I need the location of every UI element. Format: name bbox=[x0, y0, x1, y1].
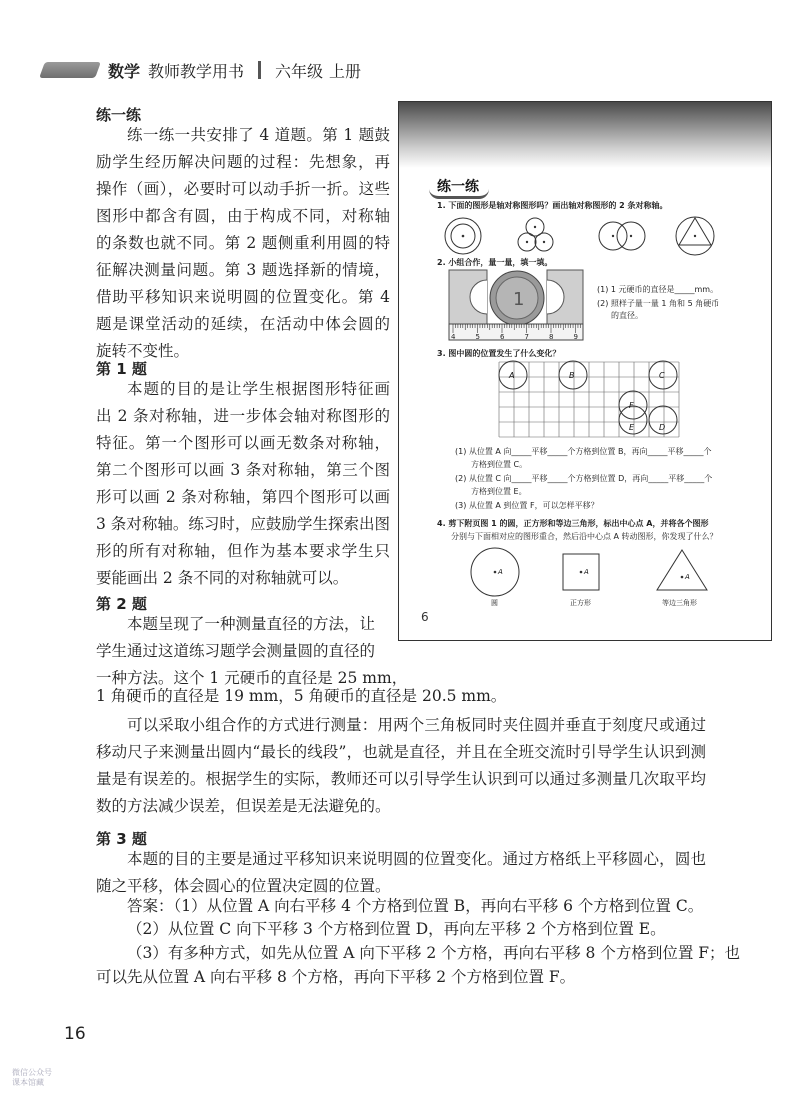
header-grade: 六年级 bbox=[275, 61, 324, 81]
practice-heading: 练一练 bbox=[96, 106, 142, 124]
q3-label-F: F bbox=[629, 401, 634, 410]
q1-heading: 第 1 题 bbox=[96, 360, 147, 378]
header-separator bbox=[258, 61, 261, 79]
textbook-q3-text: 3. 图中圆的位置发生了什么变化？ bbox=[437, 349, 561, 358]
ruler-label-5: 5 bbox=[475, 333, 480, 341]
q3-label-C: C bbox=[659, 371, 665, 380]
practice-paragraph: 练一练一共安排了 4 道题。第 1 题鼓励学生经历解决问题的过程：先想象，再操作（画），必要时可以动手折一折。这些图形中都含有圆，由于构成不同，对称轴的条数也就不同。第 2 题侧重利用圆的特征解决测量问题。第 3 题选择新的情境，借助平移知识来说明圆的位置变化。第 4 题是课堂活动的延续，在活动中体会圆的旋转不变性。 bbox=[96, 126, 390, 360]
textbook-q4a bbox=[437, 518, 709, 530]
q2-line-4: 1 角硬币的直径是 19 mm，5 角硬币的直径是 20.5 mm。 bbox=[96, 687, 507, 705]
q1-fig4-triangle bbox=[679, 218, 711, 245]
textbook-heading: 练一练 bbox=[437, 179, 479, 195]
q2-paragraph-2: 可以采取小组合作的方式进行测量：用两个三角板同时夹住圆并垂直于刻度尺或通过移动尺子来测量出圆内“最长的线段”，也就是直径，并且在全班交流时引导学生认识到测量是有误差的。根据学生的实际，教师还可以引导学生认识到可以通过多测量几次取平均数的方法减少误差，但误差是无法避免的。 bbox=[96, 716, 706, 815]
q4-triangle-center-label: A bbox=[685, 573, 690, 581]
header-book: 教师教学用书 bbox=[148, 61, 245, 81]
q4-shapes bbox=[399, 542, 771, 608]
q2-heading: 第 2 题 bbox=[96, 595, 147, 613]
q2-ruler bbox=[449, 324, 583, 340]
header-subject: 数学 bbox=[108, 61, 141, 81]
q1-paragraph: 本题的目的是让学生根据图形特征画出 2 条对称轴，进一步体会轴对称图形的特征。第一个图形可以画无数条对称轴，第二个图形可以画 3 条对称轴，第三个图形可以画 2 条对称轴，第四个图形可以画 3 条对称轴。练习时，应鼓励学生探索出图形的所有对称轴，但作为基本要求学生只要能画出 2 条不同的对称轴就可以。 bbox=[96, 380, 390, 587]
q4-square-caption: 正方形 bbox=[570, 599, 591, 607]
header-decoration bbox=[39, 62, 101, 78]
q2-coin-measure bbox=[447, 268, 587, 348]
q4-triangle bbox=[657, 550, 707, 590]
q2-line-3: 一种方法。这个 1 元硬币的直径是 25 mm， bbox=[96, 669, 408, 687]
q2-coin-face-digit: 1 bbox=[513, 289, 525, 310]
textbook-q2-text: 2. 小组合作，量一量，填一填。 bbox=[437, 258, 553, 267]
running-header bbox=[108, 58, 361, 82]
watermark bbox=[12, 1068, 52, 1088]
q3-answer-3-line-1: （3）有多种方式，如先从位置 A 向下平移 2 个方格，再向右平移 8 个方格到位置 F；也 bbox=[127, 944, 741, 962]
q3-heading: 第 3 题 bbox=[96, 830, 147, 848]
q3-answer-2: （2）从位置 C 向下平移 3 个方格到位置 D，再向左平移 2 个方格到位置 E。 bbox=[127, 920, 666, 938]
q3-answer-1: 答案：（1）从位置 A 向右平移 4 个方格到位置 B，再向右平移 6 个方格到位置 C。 bbox=[127, 897, 704, 915]
q4-triangle-caption: 等边三角形 bbox=[662, 599, 697, 607]
textbook-q3-sub1a: (1) 从位置 A 向_____平移_____个方格到位置 B，再向_____平移_____个 bbox=[455, 447, 712, 456]
q3-label-A: A bbox=[509, 371, 515, 380]
q1-figures bbox=[399, 210, 771, 262]
q3-paragraph: 本题的目的主要是通过平移知识来说明圆的位置变化。通过方格纸上平移圆心，圆也随之平移，体会圆心的位置决定圆的位置。 bbox=[96, 850, 706, 895]
textbook-q2-sub2b: 的直径。 bbox=[611, 311, 643, 320]
ruler-label-4: 4 bbox=[451, 333, 456, 341]
q3-label-B: B bbox=[569, 371, 575, 380]
watermark-line-2: 课本馆藏 bbox=[12, 1078, 44, 1087]
q4-circle-caption: 圆 bbox=[491, 599, 498, 607]
ruler-label-7: 7 bbox=[524, 333, 529, 341]
textbook-q3-sub3: (3) 从位置 A 到位置 F，可以怎样平移？ bbox=[455, 501, 599, 510]
textbook-q2-sub2a: (2) 照样子量一量 1 角和 5 角硬币 bbox=[597, 299, 720, 308]
ruler-label-8: 8 bbox=[549, 333, 554, 341]
q4-triangle-center bbox=[681, 576, 684, 579]
header-volume: 上册 bbox=[329, 61, 362, 81]
page-number: 16 bbox=[64, 1024, 86, 1044]
q4-circle-center-label: A bbox=[498, 568, 503, 576]
q4-square-center bbox=[580, 571, 583, 574]
textbook-page-number: 6 bbox=[421, 610, 429, 624]
textbook-q4b: 分别与下面相对应的图形重合，然后沿中心点 A 转动图形，你发现了什么？ bbox=[451, 532, 718, 541]
q2-line-2: 学生通过这道练习题学会测量圆的直径的 bbox=[96, 642, 376, 660]
q1-fig3-center-right bbox=[630, 235, 632, 237]
q3-grid-lines bbox=[499, 362, 679, 437]
q1-fig2-center-left bbox=[526, 241, 528, 243]
q1-fig1-center bbox=[462, 235, 465, 238]
q4-circle-center bbox=[494, 571, 497, 574]
q1-fig3-center-left bbox=[612, 235, 614, 237]
q2-line-1: 本题呈现了一种测量直径的方法，让 bbox=[127, 615, 376, 633]
ruler-label-9: 9 bbox=[573, 333, 578, 341]
textbook-page-gradient bbox=[399, 102, 771, 168]
q1-fig2-center-right bbox=[543, 241, 545, 243]
q4-square-center-label: A bbox=[584, 568, 589, 576]
watermark-line-1: 微信公众号 bbox=[12, 1068, 52, 1077]
q3-grid-figure bbox=[495, 360, 689, 444]
textbook-q2-sub1: (1) 1 元硬币的直径是_____mm。 bbox=[597, 285, 719, 294]
textbook-q1-text: 1. 下面的图形是轴对称图形吗？画出轴对称图形的 2 条对称轴。 bbox=[437, 201, 668, 210]
q3-label-E: E bbox=[629, 423, 635, 432]
q1-fig4-center bbox=[694, 235, 696, 237]
textbook-page-image bbox=[398, 101, 772, 641]
q1-fig2-center-top bbox=[534, 226, 536, 228]
q3-answer-3-line-2: 可以先从位置 A 向右平移 8 个方格，再向下平移 2 个方格到位置 F。 bbox=[96, 968, 576, 986]
textbook-q3-sub2b: 方格到位置 E。 bbox=[471, 487, 527, 496]
textbook-q3 bbox=[437, 348, 560, 360]
q3-label-D: D bbox=[659, 423, 666, 432]
textbook-q3-sub1b: 方格到位置 C。 bbox=[471, 460, 528, 469]
textbook-q4a-text: 4. 剪下附页图 1 的圆，正方形和等边三角形，标出中心点 A，并将各个图形 bbox=[437, 519, 709, 528]
textbook-q3-sub2a: (2) 从位置 C 向_____平移_____个方格到位置 D，再向_____平移_____个 bbox=[455, 474, 713, 483]
ruler-label-6: 6 bbox=[500, 333, 505, 341]
